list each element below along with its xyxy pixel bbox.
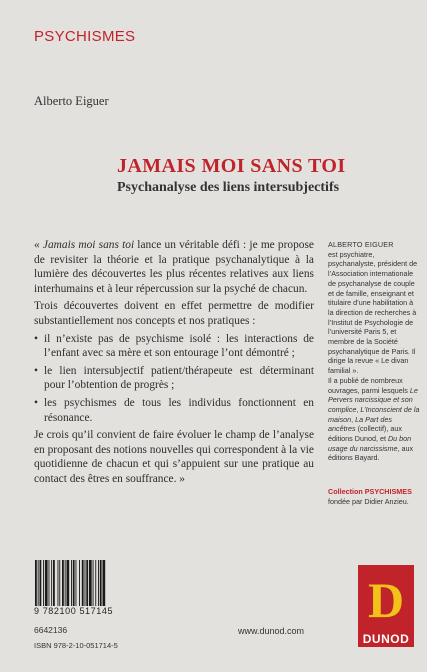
barcode-bar [38,560,39,606]
bio-work-title: Du bon usage du narcissisme [328,434,412,453]
collection-label: Collection PSYCHISMES [328,487,412,496]
barcode-bar [93,560,94,606]
barcode-bar [62,560,64,606]
blurb-text [34,238,314,490]
bio-span: (collectif), aux éditions Dunod, et [328,424,402,444]
barcode-bar [103,560,106,606]
bio-text-1: est psychiatre, psychanalyste, président de l’Association internationale de psychanalyse de couple et de famille, enseignant et titulaire d’une habilitation à la direction de recherches à l’Institut de Psychologie de l’université Paris 5, et membre de la Société psychanalytique de Paris. Il dirige la revue « Le divan familial ». [328,249,418,376]
barcode-bar [85,560,86,606]
barcode-bar [49,560,50,606]
bio-work-title: La Part des ancêtres [328,414,392,434]
bio-work-title: L’Inconscient de la maison [328,404,420,424]
blurb-paragraph-3: Je crois qu’il convient de faire évoluer le champ de l’analyse en proposant des notions nouvelles qui correspondent à la vie quotidienne de chacun et qui s’appuient sur une pratique au contact des êtres en souffrance. » [34,429,314,485]
barcode-bar [45,560,48,606]
collection-info [328,487,423,506]
logo-letter: D [367,572,405,628]
product-code: 6642136 [34,625,68,635]
isbn: ISBN 978-2-10-051714-5 [34,641,118,650]
blurb-paragraph-1-text: lance un véritable défi : je me propose de revisiter la théorie et la pratique psychanalytique à la lumière des découvertes les plus récentes relatives aux liens interhumains et à leur répercussion sur la psyché de chacun. [34,239,314,295]
collection-founder: fondée par Didier Anzieu. [328,496,409,506]
bio-author-name: ALBERTO EIGUER [328,240,394,249]
barcode-bar [67,560,70,606]
barcode-bar [58,560,59,606]
barcode-bar [71,560,72,606]
barcode-bar [53,560,55,606]
list-item: • le lien intersubjectif patient/thérapeute est déterminant pour l’obtention de progrès ; [34,364,314,393]
barcode-bar [79,560,80,606]
logo-wordmark: DUNOD [362,632,410,646]
barcode-bar [82,560,84,606]
barcode-bar [51,560,52,606]
barcode-bar [89,560,92,606]
barcode-digits: 9 782100 517145 [34,606,114,616]
quote-open: « [34,239,43,251]
blurb-paragraph-2: Trois découvertes doivent en effet permettre de modifier substantiellement nos concepts et nos pratiques : [34,300,314,327]
book-subtitle: Psychanalyse des liens intersubjectifs [117,180,340,195]
bio-text-2 [328,376,420,463]
bio-span: , [351,414,356,424]
bio-span: , aux éditions Bayard. [328,443,414,463]
barcode [34,560,130,606]
barcode-bar [98,560,99,606]
bio-span: Il a publié de nombreux ouvrages, parmi lesquels [328,375,410,395]
barcode-bar [43,560,44,606]
blurb-paragraph-1 [34,238,314,296]
barcode-bar [100,560,102,606]
author-bio [328,240,420,463]
dunod-logo [358,565,414,647]
list-item: • les psychismes de tous les individus fonctionnent en résonance. [34,396,314,425]
barcode-bar [59,560,60,606]
bio-span: , [356,404,361,414]
series-name: PSYCHISMES [34,28,136,45]
bio-work-title: Le Pervers narcissique et son complice [328,385,418,414]
barcode-bar [73,560,75,606]
barcode-bar [86,560,88,606]
barcode-bar [40,560,42,606]
discoveries-list [34,332,314,426]
publisher-website: www.dunod.com [238,626,305,636]
barcode-bar [65,560,66,606]
barcode-bar [76,560,77,606]
barcode-bar [35,560,37,606]
title-mention: Jamais moi sans toi [42,239,135,251]
list-item: • il n’existe pas de psychisme isolé : les interactions de l’enfant avec sa mère et son entourage l’ont démontré ; [34,332,314,361]
book-title: JAMAIS MOI SANS TOI [117,155,346,177]
barcode-bar [95,560,96,606]
author-name: Alberto Eiguer [34,94,109,108]
